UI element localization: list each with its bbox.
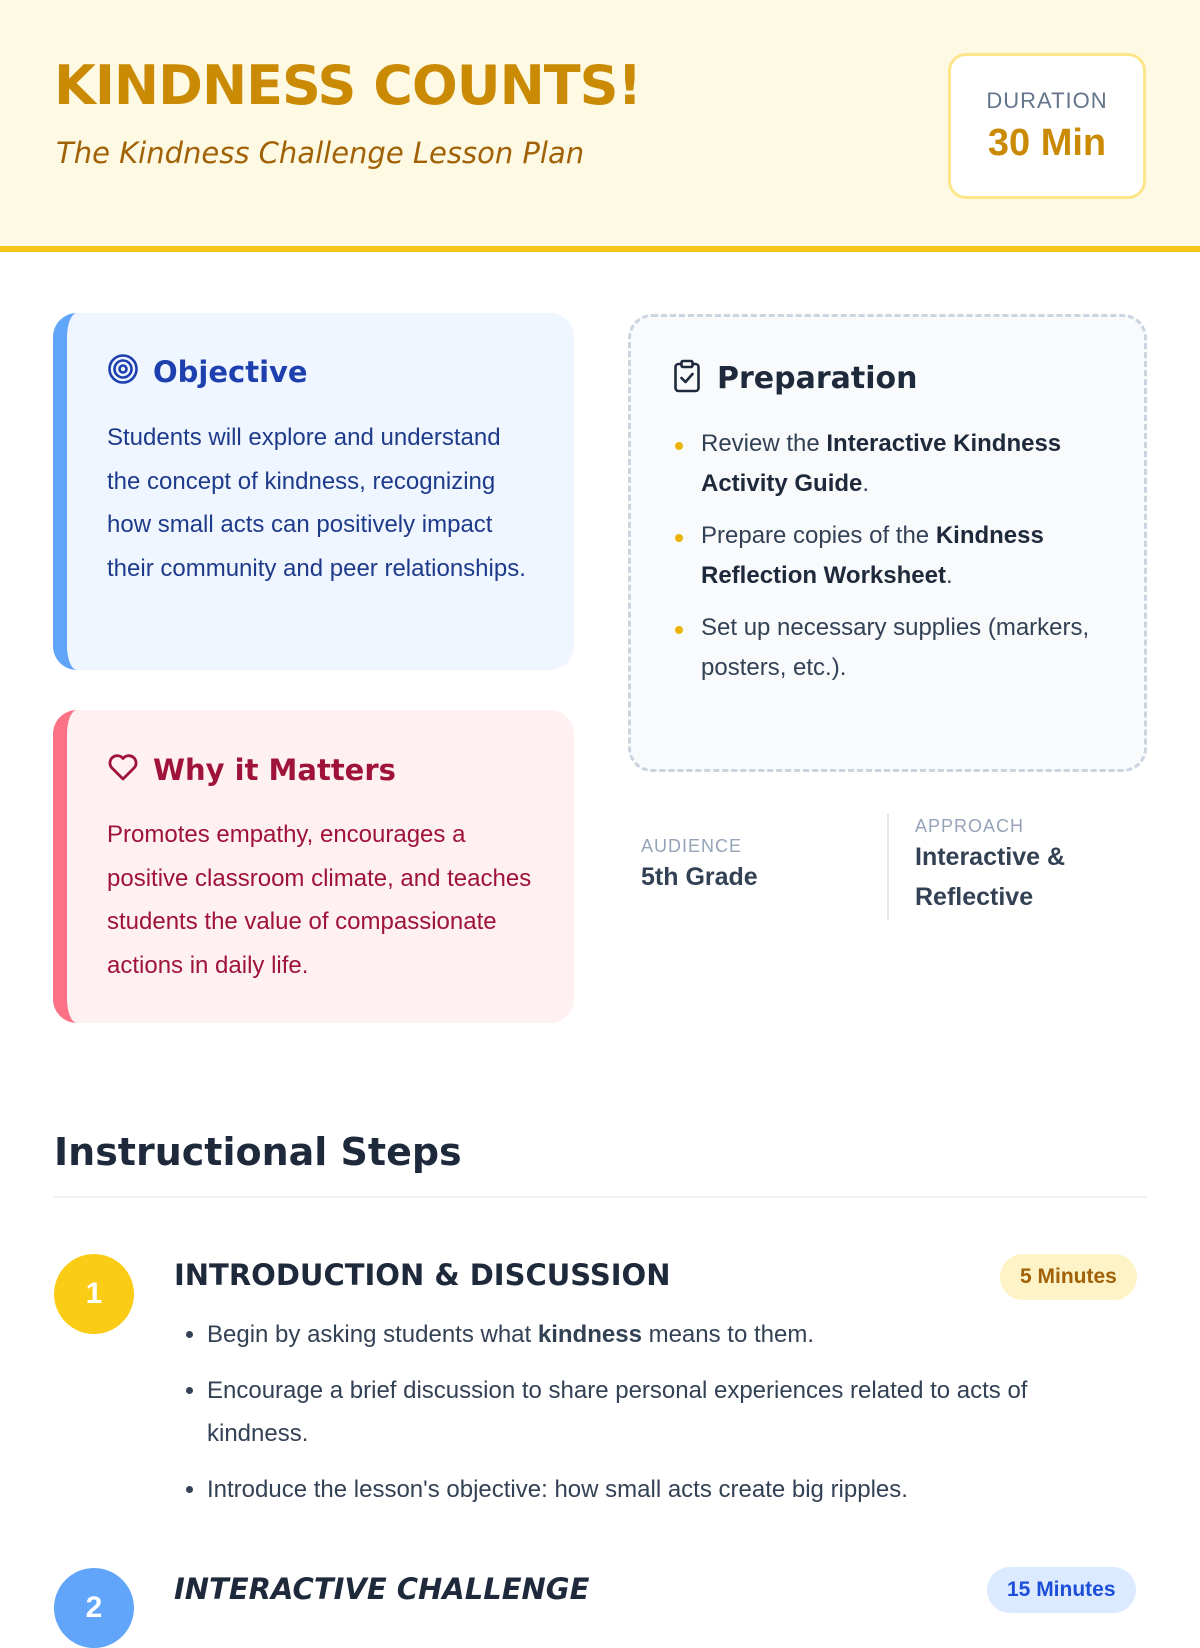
audience-info [641,836,758,897]
clipboard-check-icon [673,359,701,398]
step-instruction: • Begin by asking students what kindness means to them. [207,1313,1132,1356]
section-divider [54,1196,1147,1198]
step-number-badge: 1 [54,1254,134,1334]
preparation-item: Prepare copies of the Kindness Reflection Worksheet. [673,516,1113,596]
duration-label: DURATION [986,88,1108,113]
preparation-list [673,424,1113,700]
objective-heading [107,353,308,390]
approach-label: APPROACH [915,816,1025,836]
preparation-heading [673,359,917,398]
heart-icon [107,752,139,787]
why-it-matters-card [53,710,574,1023]
approach-info [915,816,1135,917]
why-it-matters-heading [107,752,396,787]
meta-divider [887,814,889,920]
objective-title: Objective [153,354,308,389]
audience-label: AUDIENCE [641,836,743,856]
step-duration-badge: 5 Minutes [1000,1254,1137,1300]
preparation-item: Review the Interactive Kindness Activity Guide. [673,424,1113,504]
step-title: INTRODUCTION & DISCUSSION [174,1258,671,1292]
approach-value: Interactive & Reflective [915,843,1066,911]
step-instruction: • Encourage a brief discussion to share personal experiences related to acts of kindness. [207,1369,1132,1455]
why-it-matters-title: Why it Matters [153,752,396,787]
steps-section-title: Instructional Steps [54,1130,462,1174]
target-icon [107,353,139,390]
step-duration-badge: 15 Minutes [987,1567,1136,1613]
duration-box [948,53,1146,199]
step-number-badge: 2 [54,1568,134,1648]
lesson-subtitle: The Kindness Challenge Lesson Plan [56,136,585,170]
duration-value: 30 Min [987,122,1107,164]
why-it-matters-text: Promotes empathy, encourages a positive classroom climate, and teaches students the value of compassionate actions in daily life. [107,821,532,979]
audience-value: 5th Grade [641,863,758,891]
step-instructions-list [182,1313,1132,1524]
lesson-title: KINDNESS COUNTS! [54,54,642,117]
preparation-item: Set up necessary supplies (markers, posters, etc.). [673,608,1113,688]
step-instruction: • Introduce the lesson's objective: how small acts create big ripples. [207,1468,1132,1511]
objective-text: Students will explore and understand the concept of kindness, recognizing how small acts can positively impact their community and peer relationships. [107,424,526,582]
objective-card [53,313,574,670]
preparation-card [628,314,1147,772]
preparation-title: Preparation [717,361,918,396]
step-title: INTERACTIVE CHALLENGE [174,1572,590,1606]
lesson-header [0,0,1200,252]
